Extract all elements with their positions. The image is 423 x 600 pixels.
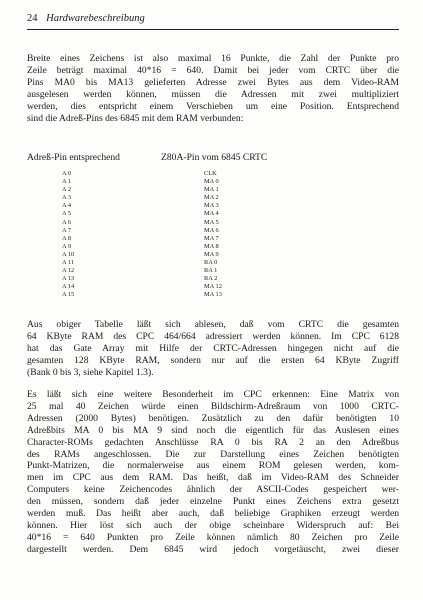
text-line: Aus obiger Tabelle läßt sich ablesen, daß vom CRTC die gesamten [27, 319, 399, 330]
text-line: dargestellt werden. Dem 6845 wird jedoch vorgetäuscht, zwei dieser [27, 543, 399, 555]
address-pin: A 9 [62, 242, 72, 250]
page-header-title: Hardwarebeschreibung [46, 13, 145, 24]
address-pin: A 2 [62, 186, 72, 194]
address-pin: A 10 [62, 250, 75, 258]
text-line: Punkt-Matrizen, die normalerweise aus einem ROM gelesen werden, kom- [27, 460, 399, 472]
text-line: Es läßt sich eine weitere Besonderheit im CPC erkennen: Eine Matrix von [27, 389, 399, 400]
crtc-pin: RA 1 [204, 267, 218, 275]
text-line: 25 mal 40 Zeichen würde einen Bildschirm-Adreßraum von 1000 CRTC- [27, 400, 399, 412]
crtc-pin: RA 2 [204, 275, 218, 283]
page-header [27, 9, 399, 30]
text-line: Pins MA0 bis MA13 gelieferten Adresse zwei Bytes aus dem Video-RAM [27, 76, 399, 88]
crtc-pin: MA 3 [204, 202, 219, 210]
paragraph-intro [27, 53, 399, 124]
text-line: (Bank 0 bis 3, siehe Kapitel 1.3). [27, 366, 154, 378]
table-header-address-pin: Adreß-Pin entsprechend [27, 152, 120, 163]
crtc-pin-column [204, 170, 222, 300]
text-line: Character-ROMs gedachten Anschlüsse RA 0 bis RA 2 an den Adreßbus [27, 436, 399, 448]
paragraph-table-summary [27, 319, 399, 379]
text-line: hat das Gate Array mit Hilfe der CRTC-Adressen hingegen nicht auf die [27, 342, 399, 354]
address-pin: A 15 [62, 291, 75, 299]
text-line: gesamten 128 KByte RAM, sondern nur auf die ersten 64 KByte Zugriff [27, 354, 399, 366]
address-pin: A 13 [62, 275, 75, 283]
crtc-pin: MA 0 [204, 178, 219, 186]
address-pin: A 12 [62, 267, 75, 275]
text-line: 64 KByte RAM des CPC 464/664 adressiert werden können. Im CPC 6128 [27, 330, 399, 342]
crtc-pin: CLK [204, 170, 217, 177]
address-pin: A 11 [62, 259, 75, 267]
text-line: Computers keine Zeichencodes ähnlich der ASCII-Codes gespeichert wer- [27, 484, 399, 496]
text-line: werden muß. Das heißt aber auch, daß beliebige Graphiken erzeugt werden [27, 508, 399, 520]
address-pin: A 6 [62, 218, 72, 226]
address-pin: A 8 [62, 234, 72, 242]
crtc-pin: MA 2 [204, 194, 219, 202]
address-pin: A 0 [62, 170, 72, 177]
text-line: Adreßbits MA 0 bis MA 9 sind noch die eigentlich für das Auslesen eines [27, 424, 399, 436]
text-line: Adressen (2000 Bytes) benötigen. Zusätzlich zu den dafür benötigten 10 [27, 412, 399, 424]
crtc-pin: MA 6 [204, 226, 219, 234]
address-pin: A 1 [62, 178, 72, 186]
address-pin: A 3 [62, 194, 72, 202]
text-line: den müssen, sondern daß jeder einzelne Punkt eines Zeichens extra gesetzt [27, 496, 399, 508]
address-pin: A 4 [62, 202, 72, 210]
text-line: können. Hier löst sich auch der obige scheinbare Widerspruch auf: Bei [27, 519, 399, 531]
page-number: 24 [27, 13, 38, 24]
crtc-pin: MA 5 [204, 218, 219, 226]
crtc-pin: RA 0 [204, 259, 218, 267]
text-line: ausgelesen werden können, müssen die Adressen mit zwei multipliziert [27, 88, 399, 100]
text-line: Breite eines Zeichens ist also maximal 16 Punkte, die Zahl der Punkte pro [27, 53, 399, 64]
text-line: Zeile beträgt maximal 40*16 = 640. Damit bei jeder vom CRTC über die [27, 64, 399, 76]
text-line: werden, dies entspricht einem Verschieben um eine Position. Entsprechend [27, 100, 399, 112]
text-line: 40*16 = 640 Punkten pro Zeile können nämlich 80 Zeichen pro Zeile [27, 531, 399, 543]
text-line: men im CPC aus dem RAM. Das heißt, daß im Video-RAM des Schneider [27, 472, 399, 484]
address-pin-column [62, 170, 74, 300]
table-header-crtc-pin: Z80A-Pin vom 6845 CRTC [161, 152, 268, 163]
paragraph-character-matrix [27, 389, 399, 556]
crtc-pin: MA 9 [204, 250, 219, 258]
crtc-pin: MA 13 [204, 291, 222, 299]
crtc-pin: MA 7 [204, 234, 219, 242]
address-pin: A 7 [62, 226, 72, 234]
crtc-pin: MA 8 [204, 242, 219, 250]
crtc-pin: MA 4 [204, 210, 219, 218]
crtc-pin: MA 1 [204, 186, 219, 194]
text-line: des RAMs angeschlossen. Die zur Darstellung eines Zeichen benötigten [27, 448, 399, 460]
address-pin: A 5 [62, 210, 72, 218]
address-pin: A 14 [62, 283, 75, 291]
text-line: sind die Adreß-Pins des 6845 mit dem RAM verbunden: [27, 112, 244, 124]
crtc-pin: MA 12 [204, 283, 222, 291]
